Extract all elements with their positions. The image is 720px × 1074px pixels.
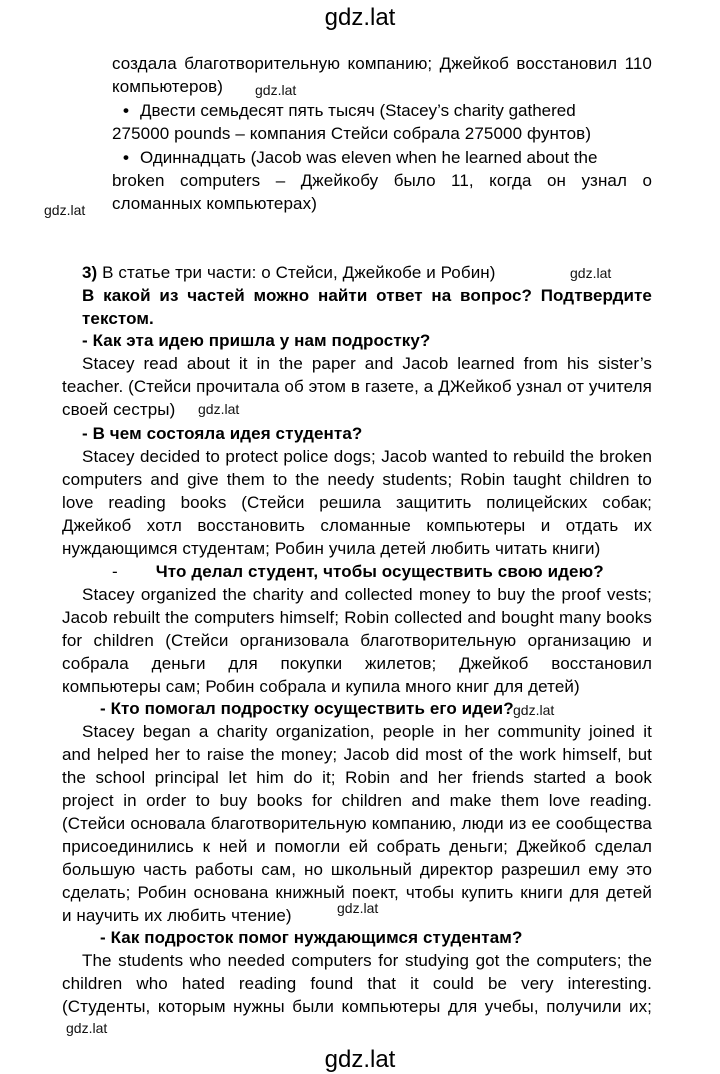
text-line: (Стейси основала благотворительную компанию, люди из ее сообщества	[62, 814, 652, 833]
text-line: сделать; Робин основана книжный поект, чтобы купить книги для детей	[62, 883, 652, 902]
watermark: gdz.lat	[66, 1020, 108, 1036]
text-line: 275000 pounds – компания Стейси собрала 275000 фунтов)	[112, 124, 592, 143]
watermark: gdz.lat	[337, 900, 379, 916]
watermark: gdz.lat	[570, 265, 612, 281]
text-line: Stacey organized the charity and collected money to buy the proof vests;	[82, 585, 652, 604]
site-footer: gdz.lat	[324, 1046, 396, 1073]
text-line: компьютеры сам; Робин собрала и купила много книг для детей)	[62, 677, 580, 696]
text-line: broken computers – Джейкобу было 11, когда он узнал о	[112, 171, 652, 190]
text-line: В какой из частей можно найти ответ на вопрос? Подтвердите	[82, 286, 652, 305]
text-line: текстом.	[82, 309, 154, 328]
bullet-icon: •	[123, 148, 129, 167]
text-line: создала благотворительную компанию; Джейкоб восстановил 110	[112, 54, 652, 73]
text-line: for children (Стейси организовала благотворительную организацию и	[62, 631, 652, 650]
text-line: Stacey decided to protect police dogs; Jacob wanted to rebuild the broken	[82, 447, 652, 466]
text-line: своей сестры)	[62, 400, 176, 419]
text-line: Jacob rebuilt the computers himself; Robin collected and bought many books	[62, 608, 652, 627]
text-line: нуждающимся студентам; Робин учила детей любить читать книги)	[62, 539, 601, 558]
text-line: and helped her to raise the money; Jacob did most of the work himself, but	[62, 745, 652, 764]
question-1: - Как эта идею пришла у нам подростку?	[82, 331, 431, 350]
watermark: gdz.lat	[513, 702, 555, 718]
answer-1	[62, 352, 652, 421]
answer-5	[62, 949, 652, 1018]
watermark: gdz.lat	[198, 401, 240, 417]
text-line: и научить их любить чтение)	[62, 906, 292, 925]
section-intro-text: В статье три части: о Стейси, Джейкобе и Робин)	[102, 263, 496, 282]
question-2: - В чем состояла идея студента?	[82, 424, 363, 443]
text-line: The students who needed computers for studying got the computers; the	[82, 951, 652, 970]
text-line: computers and give them to the needy students; Robin taught children to	[62, 470, 652, 489]
task-heading	[82, 284, 652, 330]
text-line: компьютеров)	[112, 77, 224, 96]
text-line: Stacey read about it in the paper and Jacob learned from his sister’s	[82, 354, 652, 373]
watermark: gdz.lat	[44, 202, 86, 218]
bullet-continuation	[112, 122, 652, 145]
bullet-item	[112, 99, 652, 122]
question-4: - Кто помогал подростку осуществить его идеи?	[100, 699, 514, 718]
bullet-icon: •	[123, 101, 129, 120]
bullet-continuation	[112, 169, 652, 215]
answer-3	[62, 583, 652, 698]
section-intro	[82, 261, 652, 284]
text-line: love reading books (Стейси решила защитить полицейских собак;	[62, 493, 652, 512]
answer-2	[62, 445, 652, 560]
text-line: project in order to buy books for children and make them love reading.	[62, 791, 652, 810]
bullet-text: Одиннадцать (Jacob was eleven when he learned about the	[140, 148, 598, 167]
text-line: Джейкоб хотл восстановить сломанные компьютеры и отдать их	[62, 516, 652, 535]
text-line: (Студенты, которым нужны были компьютеры для учебы, получили их;	[62, 997, 652, 1016]
continuation-paragraph	[112, 52, 652, 98]
question-3: - Что делал студент, чтобы осуществить свою идею?	[112, 562, 604, 581]
bullet-text: Двести семьдесят пять тысяч (Stacey’s charity gathered	[140, 101, 576, 120]
text-line: the school principal let him do it; Robin and her friends started a book	[62, 768, 652, 787]
text-line: собрала деньги для покупки жилетов; Джейкоб восстановил	[62, 654, 652, 673]
question-5: - Как подросток помог нуждающимся студентам?	[100, 928, 523, 947]
text-line: сломанных компьютерах)	[112, 194, 317, 213]
watermark: gdz.lat	[255, 82, 297, 98]
text-line: children who hated reading found that it could be very interesting.	[62, 974, 652, 993]
section-number: 3)	[82, 263, 98, 282]
site-header: gdz.lat	[324, 4, 396, 31]
text-line: присоединились к ней и помогли ей собрать деньги; Джейкоб сделал	[62, 837, 652, 856]
text-line: Stacey began a charity organization, people in her community joined it	[82, 722, 652, 741]
answer-4	[62, 720, 652, 927]
text-line: teacher. (Стейси прочитала об этом в газете, а ДЖейкоб узнал от учителя	[62, 377, 652, 396]
text-line: большую часть работы сам, но школьный директор разрешил ему это	[62, 860, 652, 879]
bullet-item	[112, 146, 652, 169]
